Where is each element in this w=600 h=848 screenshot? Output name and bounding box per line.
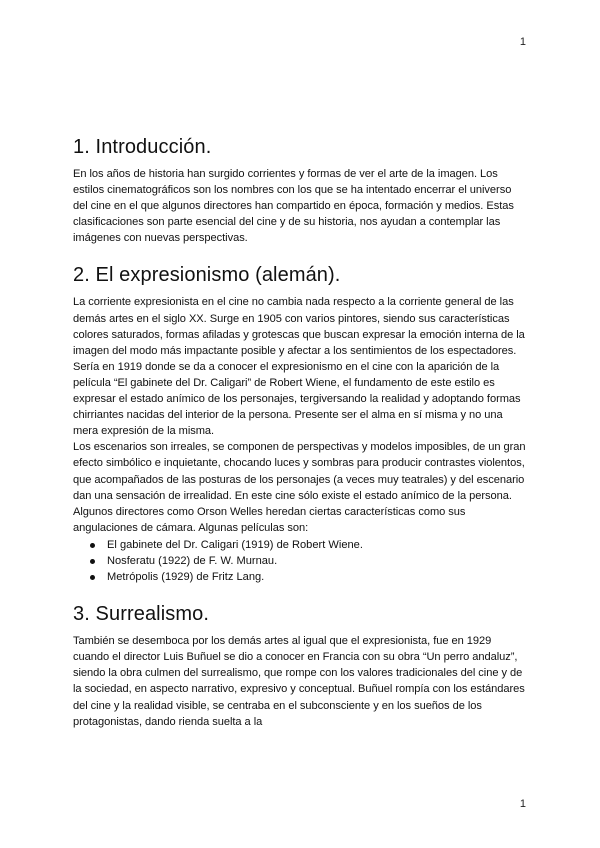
document-body [73, 134, 528, 746]
section-surrealismo [73, 601, 528, 730]
paragraph: Los escenarios son irreales, se componen de perspectivas y modelos imposibles, de un gran efecto simbólico e inquietante, chocando luces y sombras para producir contrastes violentos, que acompañados de las posturas de los personajes (a veces muy teatrales) y del escenario dan una sensación de irrealidad. En este cine sólo existe el estado anímico de la persona. Algunos directores como Orson Welles heredan ciertas características como sus angulaciones de cámara. Algunas películas son: [73, 441, 526, 534]
page-number-top: 1 [519, 36, 526, 48]
paragraph: En los años de historia han surgido corrientes y formas de ver el arte de la imagen. Los estilos cinematográficos son los nombres con los que se ha intentado encerrar el universo del cine en el que algunos directores han compartido en época, formación y medios. Estas clasificaciones son parte esencial del cine y de su historia, nos ayudan a contemplar las imágenes con nuevas perspectivas. [73, 168, 514, 245]
list-item: Nosferatu (1922) de F. W. Murnau. [107, 553, 528, 569]
section-heading: 2. El expresionismo (alemán). [73, 264, 341, 287]
section-expresionismo [73, 262, 528, 585]
section-introduccion [73, 134, 528, 246]
page-number-bottom: 1 [519, 798, 526, 810]
list-item: El gabinete del Dr. Caligari (1919) de Robert Wiene. [107, 537, 528, 553]
paragraph: También se desemboca por los demás artes al igual que el expresionista, fue en 1929 cuando el director Luis Buñuel se dio a conocer en Francia con su obra “Un perro andaluz”, siendo la obra culmen del surrealismo, que rompe con los valores tradicionales del cine y de la sociedad, en aspecto narrativo, expresivo y conceptual. Buñuel rompía con los estándares del cine y la realidad visible, se centraba en el subconsciente y en los sueños de los protagonistas, dando rienda suelta a la [73, 635, 525, 728]
section-heading: 1. Introducción. [73, 136, 212, 158]
section-heading: 3. Surrealismo. [73, 603, 209, 626]
paragraph: La corriente expresionista en el cine no cambia nada respecto a la corriente general de las demás artes en el siglo XX. Surge en 1905 con varios pintores, siendo sus características colores saturados, formas afiladas y grotescas que buscan expresar la emoción interna de la imagen del modo más impactante posible y afectar a los sentimientos de los espectadores. [73, 296, 525, 357]
film-list [73, 537, 528, 585]
paragraph: Sería en 1919 donde se da a conocer el expresionismo en el cine con la aparición de la película “El gabinete del Dr. Caligari” de Robert Wiene, el fundamento de este estilo es expresar el estado anímico de los personajes, tergiversando la realidad y adoptando formas chirriantes nacidas del interior de la persona. Presente ser el alma en sí misma y no una mera expresión de la misma. [73, 360, 521, 438]
list-item: Metrópolis (1929) de Fritz Lang. [107, 569, 528, 585]
